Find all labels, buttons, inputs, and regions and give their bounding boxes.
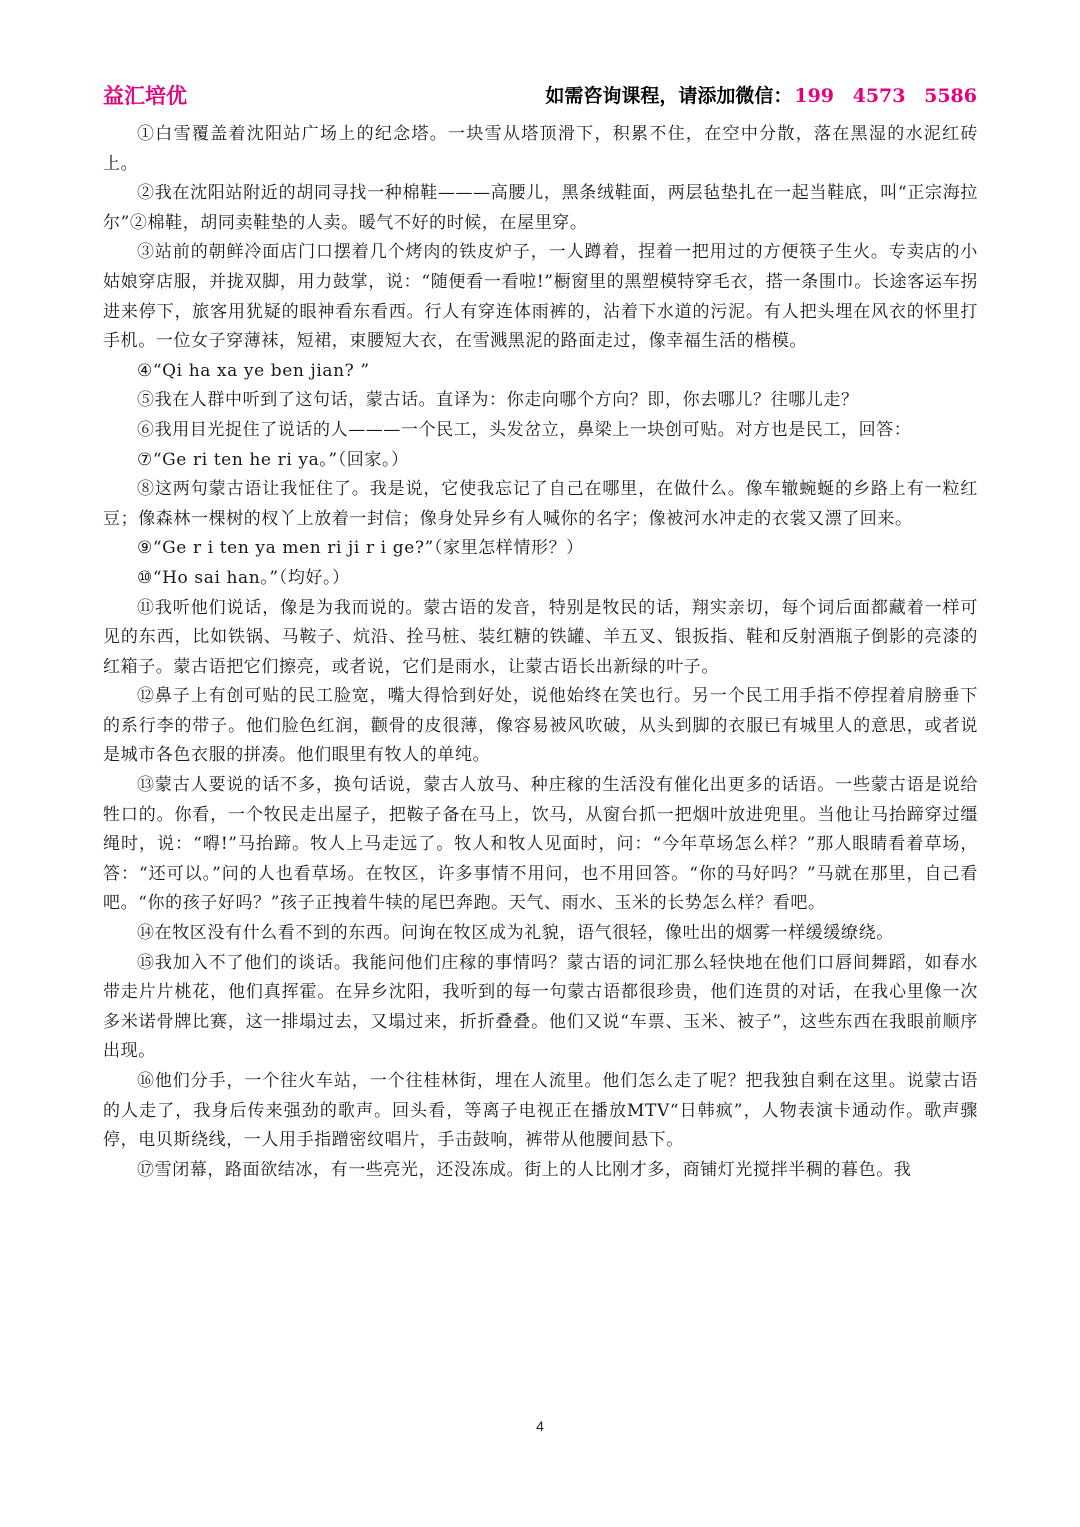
brand-name: 益汇培优 (103, 83, 187, 108)
paragraph-17: ⑰雪闭幕，路面欲结冰，有一些亮光，还没冻成。街上的人比刚才多，商铺灯光搅拌半稠的暮色。我 (137, 1159, 912, 1180)
contact-phone: 199 4573 5586 (794, 85, 977, 107)
paragraph-11: ⑪我听他们说话，像是为我而说的。蒙古语的发音，特别是牧民的话，翔实亲切，每个词后面都藏着一样可见的东西，比如铁锅、马鞍子、炕沿、拴马桩、装红糖的铁罐、羊五叉、银扳指、鞋和反射酒瓶子倒影的亮漆的红箱子。蒙古语把它们擦亮，或者说，它们是雨水，让蒙古语长出新绿的叶子。 (103, 597, 978, 677)
paragraph-4: ④“Qi ha xa ye ben jian? ” (137, 360, 370, 381)
contact-info (545, 82, 977, 110)
paragraph-6: ⑥我用目光捉住了说话的人———一个民工，头发岔立，鼻梁上一块创可贴。对方也是民工，回答： (137, 419, 912, 440)
page-header (103, 82, 977, 112)
paragraph-13: ⑬蒙古人要说的话不多，换句话说，蒙古人放马、种庄稼的生活没有催化出更多的话语。一些蒙古语是说给牲口的。你看，一个牧民走出屋子，把鞍子备在马上，饮马，从窗台抓一把烟叶放进兜里。当他让马抬蹄穿过缰绳时，说：“嘚!”马抬蹄。牧人上马走远了。牧人和牧人见面时，问：“今年草场怎么样？”那人眼睛看着草场，答：“还可以。”问的人也看草场。在牧区，许多事情不用问，也不用回答。“你的马好吗？”马就在那里，自己看吧。“你的孩子好吗？”孩子正拽着牛犊的尾巴奔跑。天气、雨水、玉米的长势怎么样？看吧。 (103, 775, 978, 914)
contact-label: 如需咨询课程，请添加微信： (545, 85, 793, 107)
paragraph-15: ⑮我加入不了他们的谈话。我能问他们庄稼的事情吗？蒙古语的词汇那么轻快地在他们口唇间舞蹈，如春水带走片片桃花，他们真挥霍。在异乡沈阳，我听到的每一句蒙古语都很珍贵，他们连贯的对话，在我心里像一次多米诺骨牌比赛，这一排塌过去，又塌过来，折折叠叠。他们又说“车票、玉米、被子”，这些东西在我眼前顺序出现。 (103, 952, 978, 1062)
paragraph-14: ⑭在牧区没有什么看不到的东西。问询在牧区成为礼貌，语气很轻，像吐出的烟雾一样缓缓缭绕。 (137, 923, 894, 944)
paragraph-5: ⑤我在人群中听到了这句话，蒙古话。直译为：你走向哪个方向？即，你去哪儿？往哪儿走？ (137, 390, 859, 411)
paragraph-8: ⑧这两句蒙古语让我怔住了。我是说，它使我忘记了自己在哪里，在做什么。像车辙蜿蜒的乡路上有一粒红豆；像森林一棵树的杈丫上放着一封信；像身处异乡有人喊你的名字；像被河水冲走的衣裳又漂了回来。 (103, 479, 978, 529)
paragraph-3: ③站前的朝鲜冷面店门口摆着几个烤肉的铁皮炉子，一人蹲着，捏着一把用过的方便筷子生火。专卖店的小姑娘穿店服，并拢双脚，用力鼓掌，说：“随便看一看啦!”橱窗里的黑塑模特穿毛衣，搭一条围巾。长途客运车拐进来停下，旅客用犹疑的眼神看东看西。行人有穿连体雨裤的，沾着下水道的污泥。有人把头埋在风衣的怀里打手机。一位女子穿薄袜，短裙，束腰短大衣，在雪溅黑泥的路面走过，像幸福生活的楷模。 (103, 242, 978, 352)
paragraph-10: ⑩“Ho sai han。”（均好。） (137, 567, 350, 588)
article-body (103, 120, 978, 1185)
paragraph-2: ②我在沈阳站附近的胡同寻找一种棉鞋———高腰儿，黑条绒鞋面，两层毡垫扎在一起当鞋底，叫“正宗海拉尔”②棉鞋，胡同卖鞋垫的人卖。暖气不好的时候，在屋里穿。 (103, 183, 978, 233)
page-number: 4 (536, 1418, 544, 1434)
paragraph-16: ⑯他们分手，一个往火车站，一个往桂林街，埋在人流里。他们怎么走了呢？把我独自剩在这里。说蒙古语的人走了，我身后传来强劲的歌声。回头看，等离子电视正在播放MTV“日韩疯”，人物表演卡通动作。歌声骤停，电贝斯绕线，一人用手指蹭密纹唱片，手击鼓响，裤带从他腰间悬下。 (103, 1071, 978, 1151)
paragraph-1: ①白雪覆盖着沈阳站广场上的纪念塔。一块雪从塔顶滑下，积累不住，在空中分散，落在黑湿的水泥红砖上。 (103, 124, 978, 174)
paragraph-9: ⑨“Ge r i ten ya men ri ji r i ge?”（家里怎样情形？） (137, 538, 584, 559)
paragraph-7: ⑦“Ge ri ten he ri ya。”（回家。） (137, 449, 409, 470)
paragraph-12: ⑫鼻子上有创可贴的民工脸宽，嘴大得恰到好处，说他始终在笑也行。另一个民工用手指不停捏着肩膀垂下的系行李的带子。他们脸色红润，颧骨的皮很薄，像容易被风吹破，从头到脚的衣服已有城里人的意思，或者说是城市各色衣服的拼凑。他们眼里有牧人的单纯。 (103, 686, 978, 766)
